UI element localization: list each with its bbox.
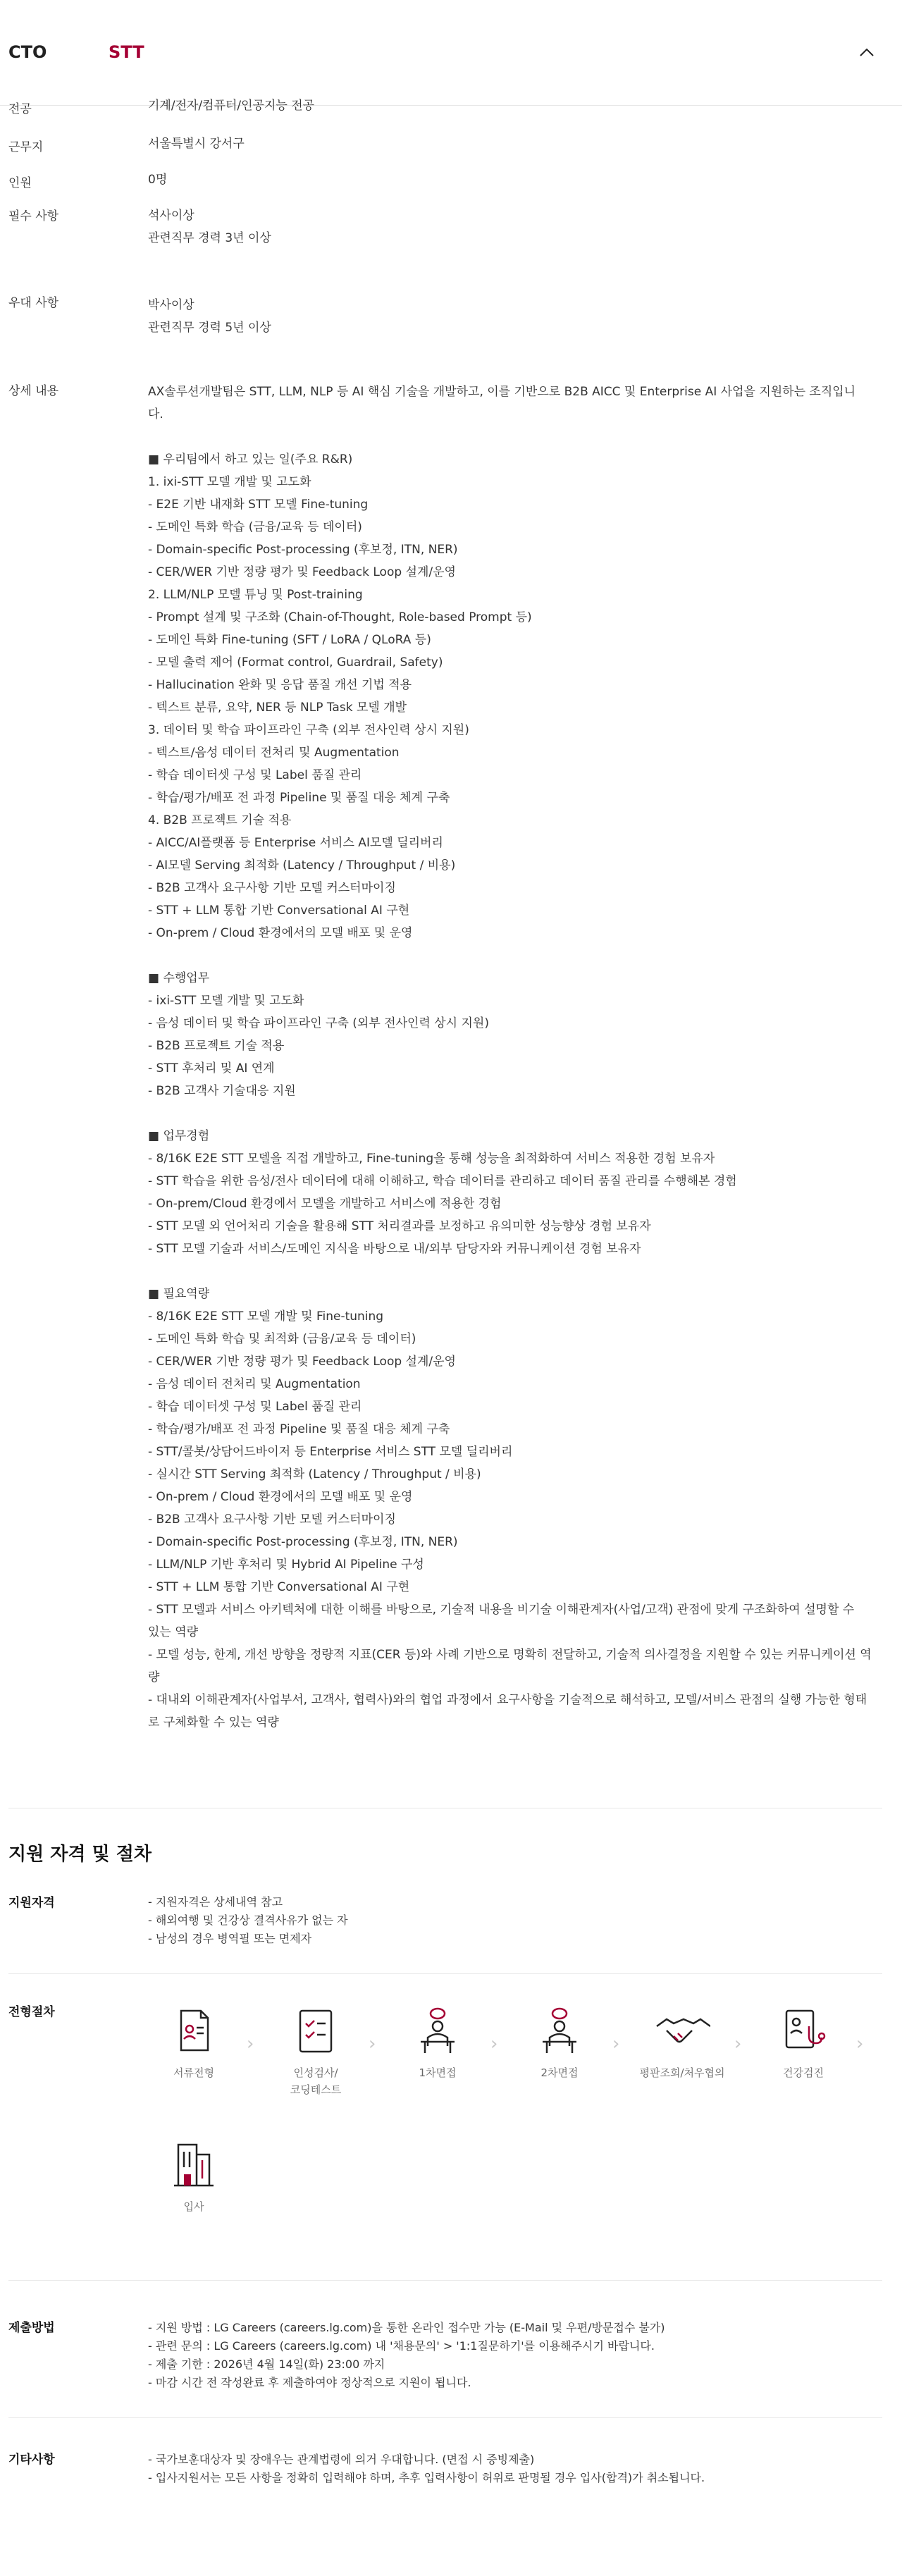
qualification-label: 지원자격 [8, 1896, 55, 1910]
building-icon [168, 2139, 219, 2190]
process-step-label: 서류전형 [173, 2066, 214, 2079]
submit-line: - 관련 문의 : LG Careers (careers.lg.com) 내 '채용문의' > '1:1질문하기'를 이용해주시기 바랍니다. [148, 2339, 655, 2353]
process-step-label: 2차면접 [540, 2066, 579, 2079]
process-step-interview-1 [395, 2005, 480, 2081]
medical-checkup-icon [778, 2005, 829, 2056]
field-value: 0명 [148, 173, 168, 187]
submit-line: - 지원 방법 : LG Careers (careers.lg.com)을 통한 온라인 접수만 가능 (E-Mail 및 우편/방문접수 불가) [148, 2321, 665, 2334]
chevron-right-icon: › [734, 2033, 742, 2054]
interview-icon [534, 2005, 585, 2056]
field-label: 상세 내용 [8, 384, 59, 398]
process-step-reference [633, 2005, 731, 2081]
handshake-icon [654, 2005, 710, 2056]
process-step-label: 1차면접 [419, 2066, 457, 2079]
submit-label: 제출방법 [8, 2321, 55, 2335]
field-value: 박사이상 [148, 298, 194, 312]
chevron-right-icon: › [612, 2033, 620, 2054]
job-category: CTO [8, 42, 47, 62]
process-step-document [152, 2005, 236, 2081]
process-step-join [152, 2139, 236, 2215]
interview-icon [412, 2005, 463, 2056]
collapse-button[interactable] [857, 42, 877, 62]
field-value: 기계/전자/컴퓨터/인공지능 전공 [148, 99, 315, 113]
divider [8, 2280, 882, 2281]
etc-label: 기타사항 [8, 2453, 55, 2467]
job-header [0, 0, 902, 106]
team-name: STT [109, 42, 144, 62]
field-value: 서울특별시 강서구 [148, 137, 245, 151]
field-value: 석사이상 [148, 209, 194, 223]
job-description: AX솔루션개발팀은 STT, LLM, NLP 등 AI 핵심 기술을 개발하고, 이를 기반으로 B2B AICC 및 Enterprise AI 사업을 지원하는 조직입니 다. ■ 우리팀에서 하고 있는 일(주요 R&R) 1. ixi-STT 모델 개발 및 고도화 - E2E 기반 내재화 STT 모델 Fine-tuning - 도메인 특화 학습 (금융/교육 등 데이터) - Domain-specific Post-processing (후보정, ITN, NER) - CER/WER 기반 정량 평가 및 Feedback Loop 설계/운영 2. LLM/NLP 모델 튜닝 및 Post-training - Prompt 설계 및 구조화 (Chain-of-Thought, Role-based Prompt 등) - 도메인 특화 Fine-tuning (SFT / LoRA / QLoRA 등) - 모델 출력 제어 (Format control, Guardrail, Safety) - Hallucination 완화 및 응답 품질 개선 기법 적용 - 텍스트 분류, 요약, NER 등 NLP Task 모델 개발 3. 데이터 및 학습 파이프라인 구축 (외부 전사인력 상시 지원) - 텍스트/음성 데이터 전처리 및 Augmentation - 학습 데이터셋 구성 및 Label 품질 관리 - 학습/평가/배포 전 과정 Pipeline 및 품질 대응 체계 구축 4. B2B 프로젝트 기술 적용 - AICC/AI플랫폼 등 Enterprise 서비스 AI모델 딜리버리 - AI모델 Serving 최적화 (Latency / Throughput / 비용) - B2B 고객사 요구사항 기반 모델 커스터마이징 - STT + LLM 통합 기반 Conversational AI 구현 - On-prem / Cloud 환경에서의 모델 배포 및 운영 ■ 수행업무 - ixi-STT 모델 개발 및 고도화 - 음성 데이터 및 학습 파이프라인 구축 (외부 전사인력 상시 지원) - B2B 프로젝트 기술 적용 - STT 후처리 및 AI 연계 - B2B 고객사 기술대응 지원 ■ 업무경험 - 8/16K E2E STT 모델을 직접 개발하고, Fine-tuning을 통해 성능을 최적화하여 서비스 적용한 경험 보유자 - STT 학습을 위한 음성/전사 데이터에 대해 이해하고, 학습 데이터를 관리하고 데이터 품질 관리를 수행해본 경험 - On-prem/Cloud 환경에서 모델을 개발하고 서비스에 적용한 경험 - STT 모델 외 언어처리 기술을 활용해 STT 처리결과를 보정하고 유의미한 성능향상 경험 보유자 - STT 모델 기술과 서비스/도메인 지식을 바탕으로 내/외부 담당자와 커뮤니케이션 경험 보유자 ■ 필요역량 - 8/16K E2E STT 모델 개발 및 Fine-tuning - 도메인 특화 학습 및 최적화 (금융/교육 등 데이터) - CER/WER 기반 정량 평가 및 Feedback Loop 설계/운영 - 음성 데이터 전처리 및 Augmentation - 학습 데이터셋 구성 및 Label 품질 관리 - 학습/평가/배포 전 과정 Pipeline 및 품질 대응 체계 구축 - STT/콜봇/상담어드바이저 등 Enterprise 서비스 STT 모델 딜리버리 - 실시간 STT Serving 최적화 (Latency / Throughput / 비용) - On-prem / Cloud 환경에서의 모델 배포 및 운영 - B2B 고객사 요구사항 기반 모델 커스터마이징 - Domain-specific Post-processing (후보정, ITN, NER) - LLM/NLP 기반 후처리 및 Hybrid AI Pipeline 구성 - STT + LLM 통합 기반 Conversational AI 구현 - STT 모델과 서비스 아키텍처에 대한 이해를 바탕으로, 기술적 내용을 비기술 이해관계자(사업/고객) 관점에 맞게 구조화하여 설명할 수 있는 역량 - 모델 성능, 한계, 개선 방향을 정량적 지표(CER 등)와 사례 기반으로 명확히 전달하고, 기술적 의사결정을 지원할 수 있는 커뮤니케이션 역 량 - 대내외 이해관계자(사업부서, 고객사, 협력사)와의 협업 과정에서 요구사항을 기술적으로 해석하고, 모델/서비스 관점의 실행 가능한 형태 로 구체화할 수 있는 역량 [148, 385, 872, 1730]
etc-line: - 입사지원서는 모든 사항을 정확히 입력해야 하며, 추후 입력사항이 허위로 판명될 경우 입사(합격)가 취소됩니다. [148, 2471, 705, 2484]
field-value: 관련직무 경력 5년 이상 [148, 321, 271, 335]
process-step-interview-2 [517, 2005, 602, 2081]
field-label: 근무지 [8, 140, 44, 154]
chevron-right-icon: › [247, 2033, 254, 2054]
field-label: 필수 사항 [8, 209, 59, 223]
etc-line: - 국가보훈대상자 및 장애우는 관계법령에 의거 우대합니다. (면접 시 증빙제출) [148, 2453, 535, 2466]
checklist-icon [290, 2005, 341, 2056]
chevron-right-icon: › [856, 2033, 864, 2054]
submit-line: - 마감 시간 전 작성완료 후 제출하여야 정상적으로 지원이 됩니다. [148, 2376, 471, 2389]
qualification-line: - 해외여행 및 건강상 결격사유가 없는 자 [148, 1913, 348, 1927]
qualification-line: - 지원자격은 상세내역 참고 [148, 1895, 283, 1909]
qualification-line: - 남성의 경우 병역필 또는 면제자 [148, 1932, 312, 1945]
document-icon [168, 2005, 219, 2056]
process-label: 전형절차 [8, 2005, 55, 2019]
section-title: 지원 자격 및 절차 [8, 1844, 152, 1865]
chevron-right-icon: › [490, 2033, 498, 2054]
divider [8, 2417, 882, 2418]
chevron-right-icon: › [369, 2033, 376, 2054]
process-step-label: 평판조회/처우협의 [639, 2066, 725, 2079]
process-step-label: 인성검사/ 코딩테스트 [290, 2066, 342, 2096]
chevron-up-icon [859, 47, 875, 57]
field-label: 인원 [8, 176, 32, 190]
field-label: 전공 [8, 102, 32, 116]
process-step-health [761, 2005, 846, 2081]
field-label: 우대 사항 [8, 296, 59, 310]
divider [8, 1973, 882, 1974]
process-step-label: 건강검진 [783, 2066, 824, 2079]
process-step-label: 입사 [183, 2200, 204, 2213]
field-value: 관련직무 경력 3년 이상 [148, 231, 271, 245]
process-step-test [273, 2005, 358, 2098]
submit-line: - 제출 기한 : 2026년 4월 14일(화) 23:00 까지 [148, 2358, 385, 2371]
